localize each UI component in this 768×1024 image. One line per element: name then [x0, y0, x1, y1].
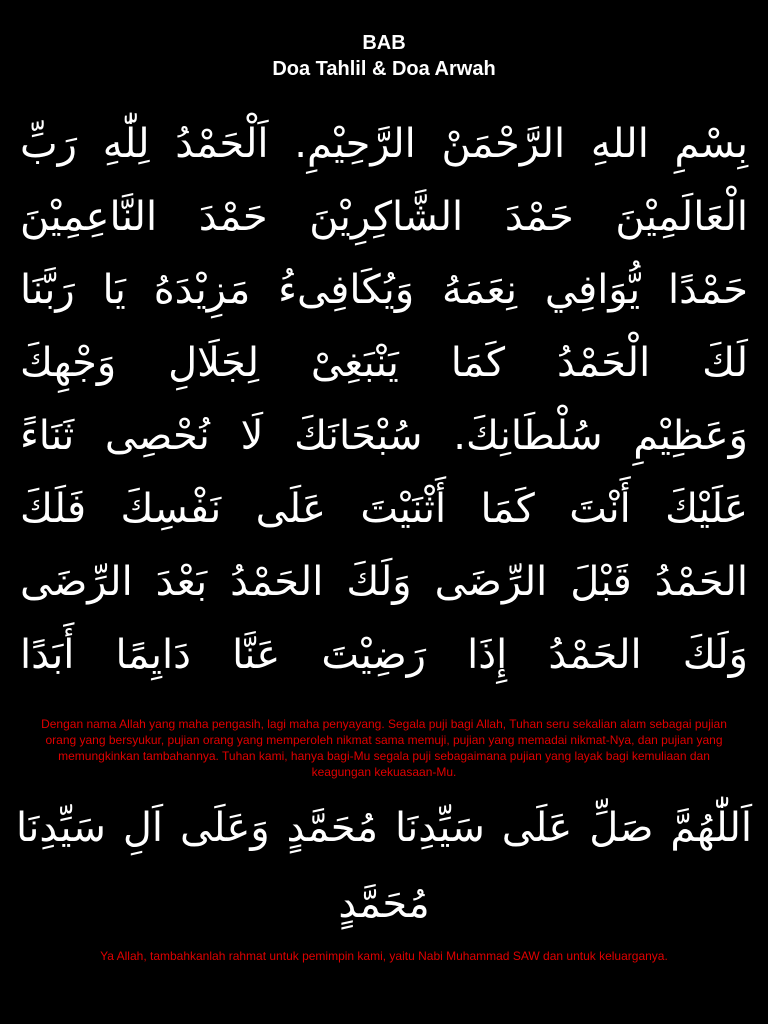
arabic-line: لَكَ الْحَمْدُ كَمَا يَنْبَغِىْ لِجَلَالِ وَجْهِكَ — [20, 340, 748, 386]
doa-tahlil-translation: Dengan nama Allah yang maha pengasih, lagi maha penyayang. Segala puji bagi Allah, Tuhan seru sekalian alam sebagai pujian orang yang bersyukur, pujian orang yang memperoleh nikmat sama memuji, pujian yang memadai nikmat-Nya, dan pujian yang memungkinkan tambahannya. Tuhan kami, hanya bagi-Mu segala puji sebagaimana pujian yang layak bagi kemuliaan dan keagungan kekuasaan-Mu. — [41, 717, 727, 779]
page-title: Doa Tahlil & Doa Arwah — [272, 58, 496, 80]
chapter-label: BAB — [362, 32, 406, 54]
arabic-line: بِسْمِ اللهِ الرَّحْمَنْ الرَّحِيْمِ. اَلْحَمْدُ لِلّٰهِ رَبِّ — [20, 121, 748, 167]
arabic-line: مُحَمَّدٍ — [338, 881, 430, 927]
arabic-line: وَعَظِيْمِ سُلْطَانِكَ. سُبْحَانَكَ لَا نُحْصِى ثَنَاءً — [20, 413, 748, 459]
page-header — [0, 30, 768, 82]
arabic-line: حَمْدًا يُّوَافِي نِعَمَهُ وَيُكَافِىءُ مَزِيْدَهُ يَا رَبَّنَا — [20, 267, 748, 313]
doa-tahlil-arabic — [20, 108, 748, 692]
arabic-line: وَلَكَ الحَمْدُ إِذَا رَضِيْتَ عَنَّا دَايِمًا أَبَدًا — [20, 632, 748, 678]
arabic-line: الحَمْدُ قَبْلَ الرِّضَى وَلَكَ الحَمْدُ بَعْدَ الرِّضَى — [20, 559, 748, 605]
doa-selawat-translation: Ya Allah, tambahkanlah rahmat untuk pemimpin kami, yaitu Nabi Muhammad SAW dan untuk keluarganya. — [100, 949, 668, 963]
arabic-line: اَللّٰهُمَّ صَلِّ عَلَى سَيِّدِنَا مُحَمَّدٍ وَعَلَى اَلِ سَيِّدِنَا — [16, 805, 752, 851]
doa-selawat-arabic — [16, 790, 752, 942]
arabic-line: الْعَالَمِيْنَ حَمْدَ الشَّاكِرِيْنَ حَمْدَ النَّاعِمِيْنَ — [20, 194, 748, 240]
arabic-line: عَلَيْكَ أَنْتَ كَمَا أَثْنَيْتَ عَلَى نَفْسِكَ فَلَكَ — [20, 486, 748, 532]
